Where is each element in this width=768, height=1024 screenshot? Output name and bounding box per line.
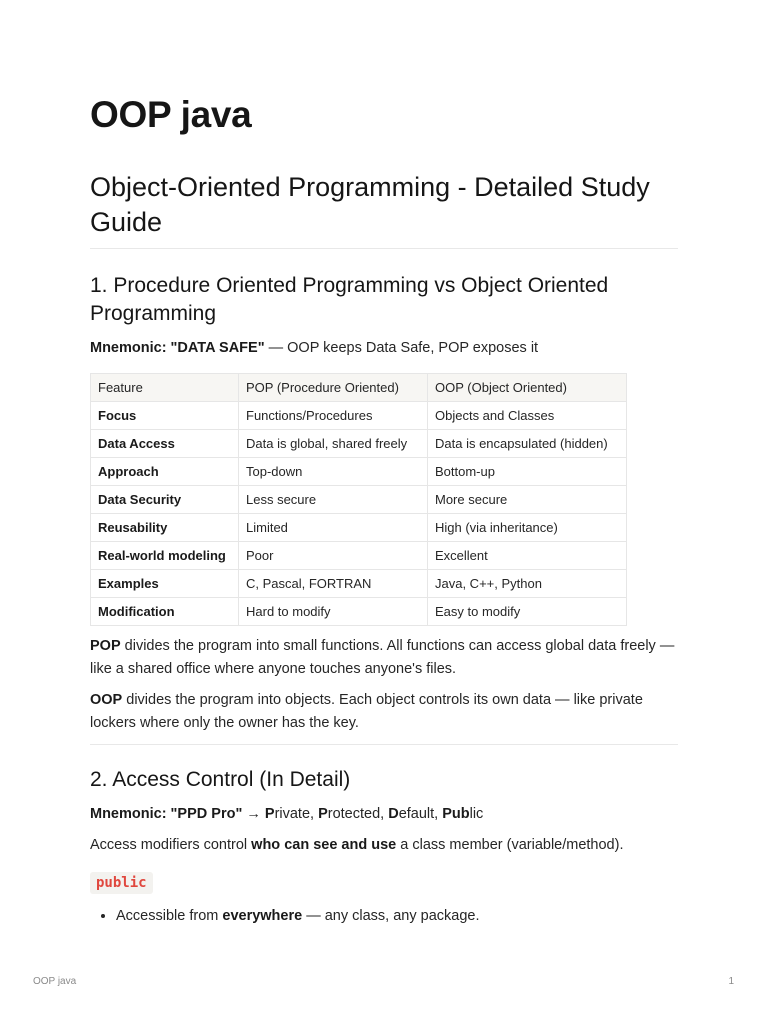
section-1-heading: 1. Procedure Oriented Programming vs Object Oriented Programming (90, 274, 609, 325)
intro-text: a class member (variable/method). (396, 837, 624, 853)
table-row (91, 570, 627, 598)
table-cell: Java, C++, Python (428, 570, 627, 598)
table-cell: Data is encapsulated (hidden) (428, 430, 627, 458)
table-row (91, 542, 627, 570)
bullet-bold: everywhere (222, 908, 303, 924)
mnemonic-letter: D (388, 806, 399, 822)
table-cell: Hard to modify (239, 598, 428, 626)
table-cell: Poor (239, 542, 428, 570)
mnemonic-text: — OOP keeps Data Safe, POP exposes it (264, 340, 539, 356)
intro-bold: who can see and use (251, 837, 397, 853)
footer-title: OOP java (33, 976, 77, 987)
table-cell: Limited (239, 514, 428, 542)
bullet-text: — any class, any package. (302, 908, 480, 924)
bullet-text: Accessible from (116, 908, 223, 924)
mnemonic-word: rotected, (327, 806, 389, 822)
table-cell: Less secure (239, 486, 428, 514)
table-cell: Functions/Procedures (239, 402, 428, 430)
code-public: public (90, 872, 153, 894)
table-row (91, 598, 627, 626)
table-cell: Modification (91, 598, 239, 626)
table-cell: Focus (91, 402, 239, 430)
table-cell: Objects and Classes (428, 402, 627, 430)
document-title: OOP java (90, 94, 252, 135)
table-cell: Data Access (91, 430, 239, 458)
oop-text: divides the program into objects. Each object controls its own data — like private lockers where only the owner has the key. (90, 692, 643, 731)
divider (90, 248, 678, 249)
table-cell: Examples (91, 570, 239, 598)
header-feature: Feature (91, 374, 239, 402)
table-cell: Easy to modify (428, 598, 627, 626)
header-oop: OOP (Object Oriented) (428, 374, 627, 402)
pop-paragraph (90, 635, 680, 681)
page-number: 1 (728, 976, 734, 987)
table-cell: More secure (428, 486, 627, 514)
section-2-mnemonic (90, 803, 680, 826)
mnemonic-letter: P (318, 806, 328, 822)
table-row (91, 514, 627, 542)
section-2-heading: 2. Access Control (In Detail) (90, 768, 351, 791)
table-row (91, 458, 627, 486)
mnemonic-word: rivate, (274, 806, 319, 822)
mnemonic-arrow: → (242, 806, 265, 822)
list-item (116, 905, 676, 928)
table-cell: Real-world modeling (91, 542, 239, 570)
table-header-row (91, 374, 627, 402)
table-row (91, 430, 627, 458)
table-cell: C, Pascal, FORTRAN (239, 570, 428, 598)
intro-text: Access modifiers control (90, 837, 252, 853)
table-row (91, 402, 627, 430)
mnemonic-label: Mnemonic: "PPD Pro" (90, 806, 243, 822)
table-cell: Approach (91, 458, 239, 486)
pop-text: divides the program into small functions. All functions can access global data freely — like a shared office where anyone touches anyone's files. (90, 638, 675, 677)
table-cell: Reusability (91, 514, 239, 542)
mnemonic-word: efault, (398, 806, 443, 822)
mnemonic-letter: Pub (442, 806, 470, 822)
table-cell: Data Security (91, 486, 239, 514)
table-cell: Data is global, shared freely (239, 430, 428, 458)
table-cell: High (via inheritance) (428, 514, 627, 542)
header-pop: POP (Procedure Oriented) (239, 374, 428, 402)
oop-paragraph (90, 689, 680, 735)
comparison-table (90, 373, 627, 626)
table-row (91, 486, 627, 514)
mnemonic-word: lic (469, 806, 484, 822)
mnemonic-label: Mnemonic: "DATA SAFE" (90, 340, 265, 356)
divider (90, 744, 678, 745)
table-cell: Top-down (239, 458, 428, 486)
access-intro (90, 834, 680, 857)
table-cell: Excellent (428, 542, 627, 570)
document-subtitle: Object-Oriented Programming - Detailed Study Guide (90, 172, 650, 237)
table-cell: Bottom-up (428, 458, 627, 486)
pop-label: POP (90, 638, 121, 654)
section-1-mnemonic (90, 337, 680, 360)
bullet-list (90, 905, 676, 928)
oop-label: OOP (90, 692, 123, 708)
mnemonic-letter: P (264, 806, 275, 822)
